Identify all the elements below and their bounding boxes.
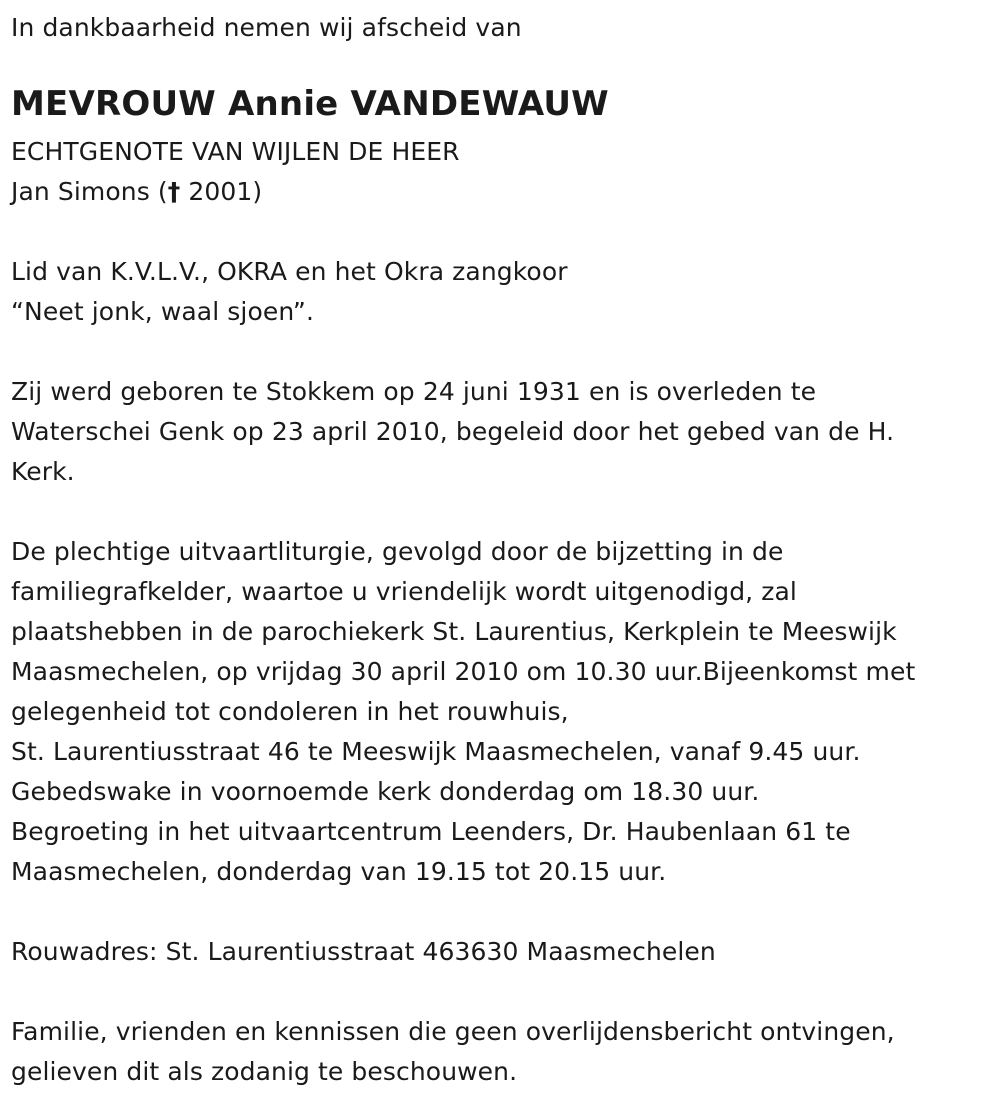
birth-death-line: Waterschei Genk op 23 april 2010, begeleid door het gebed van de H.: [11, 417, 895, 446]
relation-text: ECHTGENOTE VAN WIJLEN DE HEER: [11, 137, 460, 166]
membership-line: “Neet jonk, waal sjoen”.: [11, 297, 315, 326]
funeral-line: plaatshebben in de parochiekerk St. Laurentius, Kerkplein te Meeswijk: [11, 617, 897, 646]
spouse-name: Jan Simons (: [11, 177, 168, 206]
funeral-line: Gebedswake in voornoemde kerk donderdag om 18.30 uur.: [11, 777, 760, 806]
funeral-line: De plechtige uitvaartliturgie, gevolgd door de bijzetting in de: [11, 537, 784, 566]
funeral-line: Maasmechelen, donderdag van 19.15 tot 20.15 uur.: [11, 857, 667, 886]
membership-section: [11, 252, 1000, 332]
birth-death-line: Kerk.: [11, 457, 75, 486]
mourning-address: Rouwadres: St. Laurentiusstraat 463630 Maasmechelen: [11, 937, 716, 966]
funeral-line: St. Laurentiusstraat 46 te Meeswijk Maasmechelen, vanaf 9.45 uur.: [11, 737, 861, 766]
closing-line: gelieven dit als zodanig te beschouwen.: [11, 1057, 518, 1086]
funeral-line: gelegenheid tot condoleren in het rouwhuis,: [11, 697, 569, 726]
funeral-line: Maasmechelen, op vrijdag 30 april 2010 om 10.30 uur.Bijeenkomst met: [11, 657, 916, 686]
cross-icon: †: [167, 177, 181, 206]
intro-text: In dankbaarheid nemen wij afscheid van: [11, 13, 522, 42]
funeral-section: [11, 532, 1000, 892]
birth-death-line: Zij werd geboren te Stokkem op 24 juni 1931 en is overleden te: [11, 377, 817, 406]
closing-line: Familie, vrienden en kennissen die geen overlijdensbericht ontvingen,: [11, 1017, 895, 1046]
deceased-name: MEVROUW Annie VANDEWAUW: [11, 84, 609, 124]
funeral-line: Begroeting in het uitvaartcentrum Leenders, Dr. Haubenlaan 61 te: [11, 817, 851, 846]
spouse-line: [11, 172, 1000, 212]
membership-line: Lid van K.V.L.V., OKRA en het Okra zangkoor: [11, 257, 568, 286]
birth-death-section: [11, 372, 1000, 492]
address-section: [11, 932, 1000, 972]
spouse-death-year: 2001): [180, 177, 263, 206]
funeral-line: familiegrafkelder, waartoe u vriendelijk wordt uitgenodigd, zal: [11, 577, 797, 606]
closing-section: [11, 1012, 1000, 1092]
